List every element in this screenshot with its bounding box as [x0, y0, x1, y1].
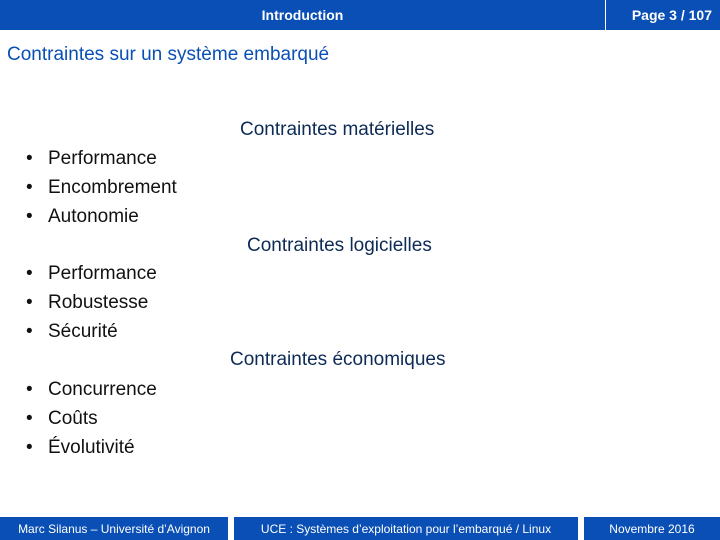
list-software-constraints [26, 259, 157, 346]
footer-date: Novembre 2016 [584, 517, 720, 540]
heading-hardware-constraints: Contraintes matérielles [240, 119, 435, 140]
header-page-number: Page 3 / 107 [606, 0, 720, 30]
list-economic-constraints [26, 375, 157, 462]
heading-software-constraints: Contraintes logicielles [247, 235, 432, 256]
list-item: • Concurrence [26, 375, 157, 404]
footer-author: Marc Silanus – Université d’Avignon [0, 517, 228, 540]
footer-course: UCE : Systèmes d’exploitation pour l’embarqué / Linux [234, 517, 578, 540]
header-section-title: Introduction [0, 0, 605, 30]
list-item: • Robustesse [26, 288, 157, 317]
header-bar [0, 0, 720, 30]
list-item: • Encombrement [26, 173, 177, 202]
heading-economic-constraints: Contraintes économiques [230, 349, 446, 370]
list-item: • Performance [26, 259, 157, 288]
list-item: • Coûts [26, 404, 157, 433]
footer-bar [0, 517, 720, 540]
list-item: • Autonomie [26, 202, 177, 231]
list-item: • Performance [26, 144, 177, 173]
list-item: • Sécurité [26, 317, 157, 346]
list-item: • Évolutivité [26, 433, 157, 462]
list-hardware-constraints [26, 144, 177, 231]
page-title: Contraintes sur un système embarqué [7, 44, 330, 65]
